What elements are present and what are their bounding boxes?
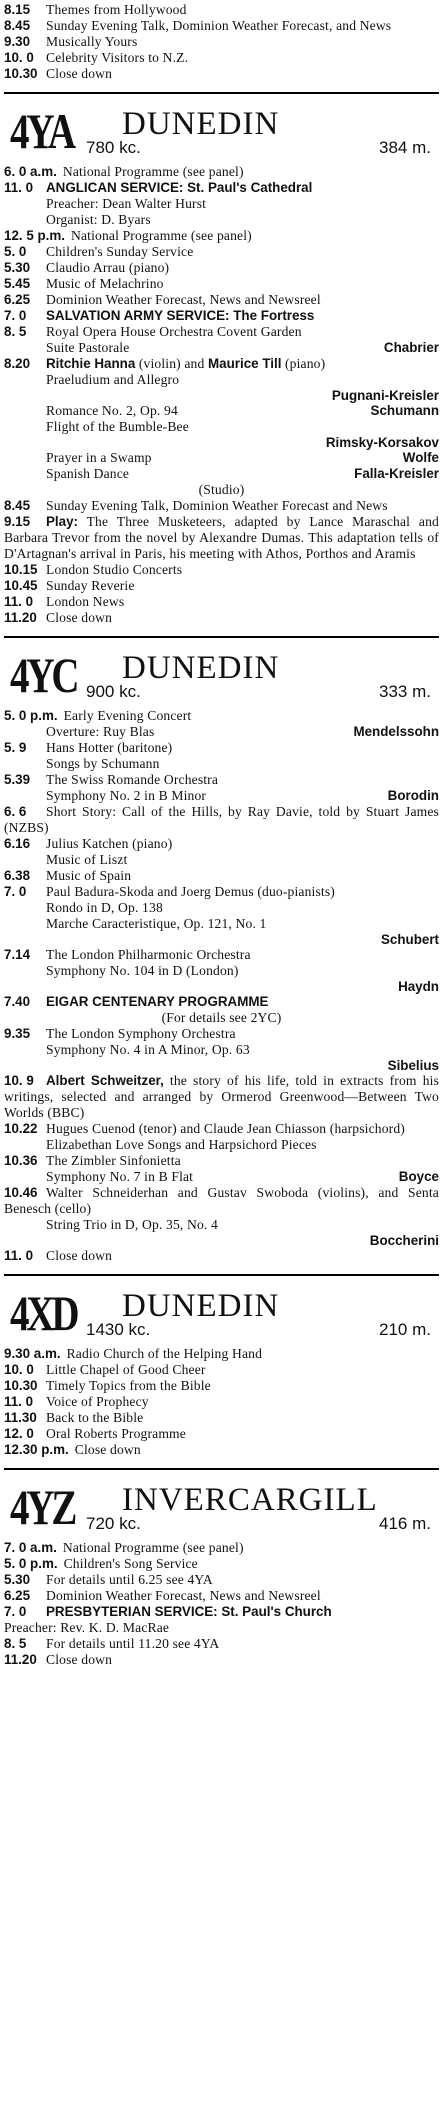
listing-entry	[4, 578, 439, 594]
listing-time: 9.15	[4, 514, 31, 529]
station-header	[4, 103, 439, 162]
composer: Wolfe	[402, 450, 439, 465]
listing-entry	[4, 308, 439, 324]
listing-text: The Swiss Romande Orchestra	[46, 772, 219, 787]
listing-time: 7.14	[4, 947, 31, 962]
listing-time: 7. 0	[4, 884, 27, 899]
work-line	[4, 1169, 439, 1185]
listing-time: 7. 0 a.m.	[4, 1540, 57, 1555]
listing-entry	[4, 1572, 439, 1588]
listing-entry	[4, 1540, 439, 1556]
listing-text: the story of his life, told in extracts from his writings, selected and arranged by Ormerod Greenwood—Between Two Worlds (BBC)	[4, 1073, 440, 1120]
listing-headline: Albert Schweitzer,	[46, 1073, 164, 1088]
listing-time: 8.45	[4, 18, 31, 33]
listing-entry	[4, 1588, 439, 1604]
composer: Pugnani-Kreisler	[331, 388, 439, 403]
listing-text: Close down	[74, 1442, 141, 1457]
listing-text: For details until 6.25 see 4YA	[46, 1572, 213, 1587]
listing-entry	[4, 994, 439, 1010]
listing-text: Musically Yours	[46, 34, 138, 49]
listing-headline: Play:	[46, 514, 79, 529]
station-4yc	[4, 647, 440, 1264]
listing-text: London Studio Concerts	[46, 562, 183, 577]
listing-entry	[4, 884, 439, 900]
station-city: INVERCARGILL	[122, 1482, 378, 1518]
listing-time: 10. 0	[4, 1362, 34, 1377]
composer: Haydn	[398, 979, 439, 994]
listing-time: 10.36	[4, 1153, 38, 1168]
composer: Mendelssohn	[353, 724, 439, 739]
listing-text: (piano)	[281, 356, 326, 371]
station-city: DUNEDIN	[122, 1288, 280, 1324]
listing-text: Music of Spain	[46, 868, 132, 883]
listing-text: Sunday Evening Talk, Dominion Weather Forecast, and News	[46, 18, 392, 33]
station-header	[4, 647, 439, 706]
station-wavelength: 333 m.	[379, 682, 431, 701]
listing-time: 9.30 a.m.	[4, 1346, 61, 1361]
listing-entry	[4, 562, 439, 578]
listing-text: Themes from Hollywood	[46, 2, 187, 17]
listing-text: The Three Musketeers, adapted by Lance Maraschal and Barbara Trevor from the novel by Alexandre Dumas. This adaptation tells of D'Artagnan's arrival in Paris, his meeting with Athos, Porthos and Aramis	[4, 514, 439, 561]
listing-text: Back to the Bible	[46, 1410, 144, 1425]
listing-text: Sunday Reverie	[46, 578, 135, 593]
listing-time: 5. 0	[4, 244, 27, 259]
station-4ya	[4, 103, 439, 626]
listing-detail: Preacher: Rev. K. D. MacRae	[4, 1620, 170, 1635]
listing-entry	[4, 1346, 439, 1362]
listing-entry	[4, 66, 439, 82]
listing-text: The Zimbler Sinfonietta	[46, 1153, 181, 1168]
listing-entry	[4, 594, 439, 610]
listing-time: 6. 0 a.m.	[4, 164, 57, 179]
listing-entry	[4, 18, 439, 34]
listing-entry	[4, 1394, 439, 1410]
listing-headline: SALVATION ARMY SERVICE: The Fortress	[46, 308, 315, 323]
listing-entry	[4, 50, 439, 66]
work-line	[4, 340, 439, 356]
section-divider	[4, 1468, 439, 1470]
listing-time: 12. 5 p.m.	[4, 228, 66, 243]
listing-text: Royal Opera House Orchestra Covent Garden	[46, 324, 302, 339]
listing-text: The London Philharmonic Orchestra	[46, 947, 251, 962]
radio-listings-page	[4, 2, 439, 1668]
listing-text: Close down	[46, 1248, 113, 1263]
section-divider	[4, 1274, 439, 1276]
work-title: Suite Pastorale	[46, 340, 130, 355]
listing-time: 10.46	[4, 1185, 38, 1200]
listing-entry	[4, 1121, 439, 1137]
listing-detail: Organist: D. Byars	[46, 212, 151, 227]
composer: Boccherini	[369, 1233, 439, 1248]
listing-entry	[4, 356, 439, 372]
listing-text: Close down	[46, 66, 113, 81]
station-callsign: 4YZ	[10, 1479, 75, 1535]
listing-entry	[4, 1153, 439, 1169]
listing-text: Close down	[46, 1652, 113, 1667]
listing-time: 8.20	[4, 356, 31, 371]
listing-time: 10.45	[4, 578, 38, 593]
listing-headline: PRESBYTERIAN SERVICE: St. Paul's Church	[46, 1604, 332, 1619]
station-frequency: 900 kc.	[86, 682, 141, 701]
station-frequency: 780 kc.	[86, 138, 141, 157]
listing-entry	[4, 180, 439, 196]
listing-text: National Programme (see panel)	[71, 228, 252, 243]
listing-entry	[4, 164, 439, 180]
listing-time: 9.35	[4, 1026, 31, 1041]
listing-time: 10.30	[4, 1378, 38, 1393]
listing-time: 11.20	[4, 1652, 37, 1667]
work-line	[4, 466, 439, 482]
work-title: Symphony No. 7 in B Flat	[46, 1169, 194, 1184]
listing-time: 11.30	[4, 1410, 37, 1425]
work-title: String Trio in D, Op. 35, No. 4	[46, 1217, 218, 1232]
listing-text: Children's Song Service	[63, 1556, 198, 1571]
listing-time: 8.15	[4, 2, 31, 17]
composer: Sibelius	[387, 1058, 439, 1073]
listing-entry	[4, 804, 439, 836]
listing-time: 5.30	[4, 1572, 31, 1587]
listing-entry	[4, 260, 439, 276]
listing-text: Dominion Weather Forecast, News and Newsreel	[46, 1588, 321, 1603]
listing-entry	[4, 276, 439, 292]
listing-entry	[4, 1362, 439, 1378]
listing-time: 5.45	[4, 276, 31, 291]
work-title: Marche Caracteristique, Op. 121, No. 1	[46, 916, 267, 931]
listing-text: The London Symphony Orchestra	[46, 1026, 236, 1041]
composer: Schubert	[380, 932, 439, 947]
listing-entry	[4, 836, 439, 852]
listing-entry	[4, 1636, 439, 1652]
listing-time: 10. 9	[4, 1073, 34, 1088]
station-header	[4, 1479, 439, 1538]
listing-entry	[4, 1073, 439, 1121]
listing-text: Close down	[46, 610, 113, 625]
listing-headline: EIGAR CENTENARY PROGRAMME	[46, 994, 269, 1009]
listing-text: Paul Badura-Skoda and Joerg Demus (duo-pianists)	[46, 884, 335, 899]
listing-text: Voice of Prophecy	[46, 1394, 149, 1409]
listing-entry	[4, 1652, 439, 1668]
work-title: Spanish Dance	[46, 466, 130, 481]
station-4yz	[4, 1479, 439, 1668]
listing-time: 5.30	[4, 260, 31, 275]
listing-text: Celebrity Visitors to N.Z.	[46, 50, 189, 65]
listing-text: Claudio Arrau (piano)	[46, 260, 170, 275]
work-title: Elizabethan Love Songs and Harpsichord Pieces	[46, 1137, 317, 1152]
listing-entry	[4, 1378, 439, 1394]
composer: Schumann	[370, 403, 439, 418]
listing-text: Little Chapel of Good Cheer	[46, 1362, 206, 1377]
composer: Boyce	[398, 1169, 439, 1184]
work-title: Songs by Schumann	[46, 756, 160, 771]
listing-entry	[4, 498, 439, 514]
listing-time: 11.20	[4, 610, 37, 625]
listing-time: 12.30 p.m.	[4, 1442, 69, 1457]
listing-text: Music of Melachrino	[46, 276, 164, 291]
work-title: Praeludium and Allegro	[46, 372, 180, 387]
listing-entry	[4, 1185, 439, 1217]
listing-entry	[4, 610, 439, 626]
listing-time: 8.45	[4, 498, 31, 513]
listing-entry	[4, 1556, 439, 1572]
work-line	[4, 450, 439, 466]
studio-note: (Studio)	[198, 482, 245, 497]
station-wavelength: 210 m.	[379, 1320, 431, 1339]
listing-entry	[4, 1604, 439, 1620]
listing-entry	[4, 292, 439, 308]
listing-entry	[4, 228, 439, 244]
work-title: Symphony No. 2 in B Minor	[46, 788, 207, 803]
listing-entry	[4, 2, 439, 18]
station-city: DUNEDIN	[122, 650, 280, 686]
listing-text: Sunday Evening Talk, Dominion Weather Forecast and News	[46, 498, 388, 513]
station-callsign: 4YA	[10, 103, 73, 159]
station-callsign: 4XD	[10, 1285, 77, 1341]
station-frequency: 720 kc.	[86, 1514, 141, 1533]
listing-entry	[4, 708, 439, 724]
listing-time: 5.39	[4, 772, 31, 787]
work-title: Rondo in D, Op. 138	[46, 900, 163, 915]
listing-entry	[4, 1248, 439, 1264]
listing-headline: Maurice Till	[208, 356, 282, 371]
listing-time: 7. 0	[4, 1604, 27, 1619]
listing-text: For details until 11.20 see 4YA	[46, 1636, 220, 1651]
previous-station-tail	[4, 2, 439, 82]
listing-time: 6.25	[4, 1588, 31, 1603]
listing-time: 8. 5	[4, 324, 27, 339]
work-title: Music of Liszt	[46, 852, 128, 867]
listing-entry	[4, 772, 439, 788]
listing-time: 8. 5	[4, 1636, 27, 1651]
listing-time: 5. 9	[4, 740, 27, 755]
listing-time: 11. 0	[4, 1248, 34, 1263]
listing-time: 12. 0	[4, 1426, 34, 1441]
listing-text: Short Story: Call of the Hills, by Ray Davie, told by Stuart James (NZBS)	[4, 804, 439, 835]
work-title: Overture: Ruy Blas	[46, 724, 155, 739]
work-line	[4, 403, 439, 419]
listing-entry	[4, 34, 439, 50]
listing-entry	[4, 324, 439, 340]
composer: Falla-Kreisler	[354, 466, 439, 481]
composer: Rimsky-Korsakov	[325, 435, 439, 450]
work-title: Symphony No. 4 in A Minor, Op. 63	[46, 1042, 250, 1057]
listing-entry	[4, 740, 439, 756]
listing-text: National Programme (see panel)	[62, 164, 244, 179]
listing-entry	[4, 1442, 439, 1458]
composer: Borodin	[387, 788, 439, 803]
listing-time: 7.40	[4, 994, 31, 1009]
station-4xd	[4, 1285, 439, 1458]
station-header	[4, 1285, 439, 1344]
work-title: Symphony No. 104 in D (London)	[46, 963, 239, 978]
station-wavelength: 416 m.	[379, 1514, 431, 1533]
listing-time: 10.22	[4, 1121, 38, 1136]
listing-time: 10.30	[4, 66, 38, 81]
work-line	[4, 788, 439, 804]
listing-text: London News	[46, 594, 125, 609]
station-frequency: 1430 kc.	[86, 1320, 151, 1339]
listing-text: Radio Church of the Helping Hand	[66, 1346, 263, 1361]
listing-time: 11. 0	[4, 180, 34, 195]
listing-time: 6. 6	[4, 804, 27, 819]
listing-text: Dominion Weather Forecast, News and Newsreel	[46, 292, 321, 307]
listing-entry	[4, 1410, 439, 1426]
listing-text: Early Evening Concert	[63, 708, 192, 723]
work-title: Flight of the Bumble-Bee	[46, 419, 189, 434]
listing-time: 5. 0 p.m.	[4, 708, 58, 723]
listing-text: Children's Sunday Service	[46, 244, 194, 259]
listing-detail: (For details see 2YC)	[161, 1010, 282, 1025]
listing-time: 6.38	[4, 868, 31, 883]
listing-time: 10.15	[4, 562, 38, 577]
listing-entry	[4, 1026, 439, 1042]
listing-text: Timely Topics from the Bible	[46, 1378, 211, 1393]
listing-text: Oral Roberts Programme	[46, 1426, 186, 1441]
listing-headline: Ritchie Hanna	[46, 356, 136, 371]
listing-entry	[4, 514, 439, 562]
listing-time: 6.25	[4, 292, 31, 307]
listing-time: 6.16	[4, 836, 31, 851]
listing-time: 10. 0	[4, 50, 34, 65]
listing-headline: ANGLICAN SERVICE: St. Paul's Cathedral	[46, 180, 313, 195]
listing-time: 11. 0	[4, 594, 34, 609]
station-wavelength: 384 m.	[379, 138, 431, 157]
work-title: Romance No. 2, Op. 94	[46, 403, 178, 418]
work-title: Prayer in a Swamp	[46, 450, 152, 465]
composer: Chabrier	[383, 340, 439, 355]
listing-entry	[4, 244, 439, 260]
listing-text: Hans Hotter (baritone)	[46, 740, 173, 755]
listing-time: 11. 0	[4, 1394, 34, 1409]
station-callsign: 4YC	[10, 647, 77, 703]
station-city: DUNEDIN	[122, 106, 280, 142]
listing-detail: Preacher: Dean Walter Hurst	[46, 196, 207, 211]
listing-text: Hugues Cuenod (tenor) and Claude Jean Chiasson (harpsichord)	[46, 1121, 405, 1136]
section-divider	[4, 92, 439, 94]
listing-time: 5. 0 p.m.	[4, 1556, 58, 1571]
listing-time: 7. 0	[4, 308, 27, 323]
listing-entry	[4, 868, 439, 884]
listing-text: Julius Katchen (piano)	[46, 836, 173, 851]
listing-time: 9.30	[4, 34, 31, 49]
listing-entry	[4, 947, 439, 963]
listing-text: Walter Schneiderhan and Gustav Swoboda (violins), and Senta Benesch (cello)	[4, 1185, 439, 1216]
listing-text: National Programme (see panel)	[62, 1540, 244, 1555]
section-divider	[4, 636, 439, 638]
listing-text: (violin) and	[135, 356, 208, 371]
work-line	[4, 724, 439, 740]
listing-entry	[4, 1426, 439, 1442]
